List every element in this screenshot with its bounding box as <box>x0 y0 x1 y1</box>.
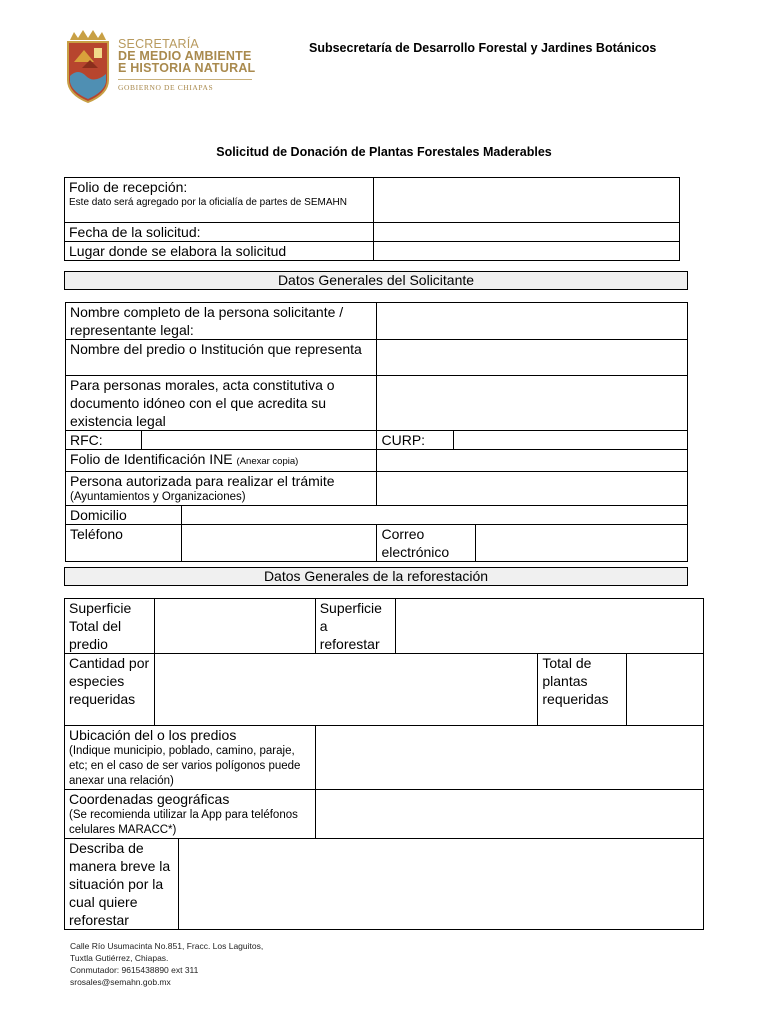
logo-line-3: E HISTORIA NATURAL <box>118 61 256 75</box>
coordenadas-field[interactable] <box>315 790 703 839</box>
correo-label: Correo electrónico <box>377 525 476 562</box>
total-plantas-label: Total de plantas requeridas <box>538 654 627 726</box>
ubicacion-note: (Indique municipio, poblado, camino, paraje, etc; en el caso de ser varios polígonos puede anexar una relación) <box>69 745 301 787</box>
logo-divider <box>118 79 252 80</box>
morales-field[interactable] <box>377 376 688 431</box>
autorizada-note: (Ayuntamientos y Organizaciones) <box>70 491 246 503</box>
logo-line-1: SECRETARÍA <box>118 37 199 51</box>
reception-table <box>64 177 680 261</box>
autorizada-label-cell <box>66 472 377 506</box>
domicilio-field[interactable] <box>181 506 687 525</box>
section-reforestation-header: Datos Generales de la reforestación <box>64 567 688 586</box>
curp-label: CURP: <box>377 431 454 450</box>
correo-field[interactable] <box>476 525 688 562</box>
predio-field[interactable] <box>377 340 688 376</box>
ine-label-cell <box>66 450 377 472</box>
superficie-total-label: Superficie Total del predio <box>65 599 155 654</box>
telefono-label: Teléfono <box>66 525 182 562</box>
morales-label: Para personas morales, acta constitutiva o documento idóneo con el que acredita su existencia legal <box>66 376 377 431</box>
fecha-field[interactable] <box>373 223 679 242</box>
ine-label: Folio de Identificación INE <box>70 451 233 467</box>
autorizada-field[interactable] <box>377 472 688 506</box>
logo-subtitle: GOBIERNO DE CHIAPAS <box>118 83 214 92</box>
superficie-ref-field[interactable] <box>396 599 704 654</box>
ine-note: (Anexar copia) <box>236 456 299 467</box>
form-title: Solicitud de Donación de Plantas Forestales Maderables <box>216 145 552 159</box>
autorizada-label: Persona autorizada para realizar el trámite <box>70 473 335 489</box>
curp-field[interactable] <box>454 431 688 450</box>
applicant-table <box>65 302 688 562</box>
coordenadas-note: (Se recomienda utilizar la App para teléfonos celulares MARACC*) <box>69 809 298 836</box>
telefono-field[interactable] <box>181 525 377 562</box>
nombre-label: Nombre completo de la persona solicitante / representante legal: <box>66 303 377 340</box>
semahn-logo <box>64 28 256 104</box>
ubicacion-label: Ubicación del o los predios <box>69 727 237 743</box>
ubicacion-field[interactable] <box>315 726 703 790</box>
section-applicant-header: Datos Generales del Solicitante <box>64 271 688 290</box>
superficie-ref-label: Superficie a reforestar <box>315 599 396 654</box>
cantidad-label: Cantidad por especies requeridas <box>65 654 155 726</box>
domicilio-label: Domicilio <box>66 506 182 525</box>
chiapas-shield-icon <box>64 28 112 104</box>
ubicacion-label-cell <box>65 726 316 790</box>
rfc-field[interactable] <box>141 431 377 450</box>
rfc-label: RFC: <box>66 431 142 450</box>
describa-field[interactable] <box>179 839 704 930</box>
cantidad-field[interactable] <box>154 654 538 726</box>
logo-line-2: DE MEDIO AMBIENTE <box>118 49 252 63</box>
footer-line-3: Conmutador: 9615438890 ext 311 <box>70 965 199 975</box>
nombre-field[interactable] <box>377 303 688 340</box>
footer-line-1: Calle Río Usumacinta No.851, Fracc. Los Laguitos, <box>70 941 264 951</box>
total-plantas-field[interactable] <box>627 654 704 726</box>
coordenadas-label: Coordenadas geográficas <box>69 791 230 807</box>
coordenadas-label-cell <box>65 790 316 839</box>
describa-label: Describa de manera breve la situación por la cual quiere reforestar <box>65 839 179 930</box>
folio-label-cell <box>65 178 374 223</box>
footer-address <box>70 940 263 988</box>
predio-label: Nombre del predio o Institución que representa <box>66 340 377 376</box>
footer-line-4: srosales@semahn.gob.mx <box>70 977 171 987</box>
lugar-field[interactable] <box>373 242 679 261</box>
fecha-label: Fecha de la solicitud: <box>65 223 374 242</box>
header-title: Subsecretaría de Desarrollo Forestal y Jardines Botánicos <box>309 41 657 55</box>
folio-label: Folio de recepción: <box>69 179 188 195</box>
footer-line-2: Tuxtla Gutiérrez, Chiapas. <box>70 953 169 963</box>
superficie-total-field[interactable] <box>154 599 315 654</box>
folio-note: Este dato será agregado por la oficialía de partes de SEMAHN <box>69 197 347 208</box>
ine-field[interactable] <box>377 450 688 472</box>
folio-field[interactable] <box>373 178 679 223</box>
reforestation-table <box>64 598 704 930</box>
lugar-label: Lugar donde se elabora la solicitud <box>65 242 374 261</box>
